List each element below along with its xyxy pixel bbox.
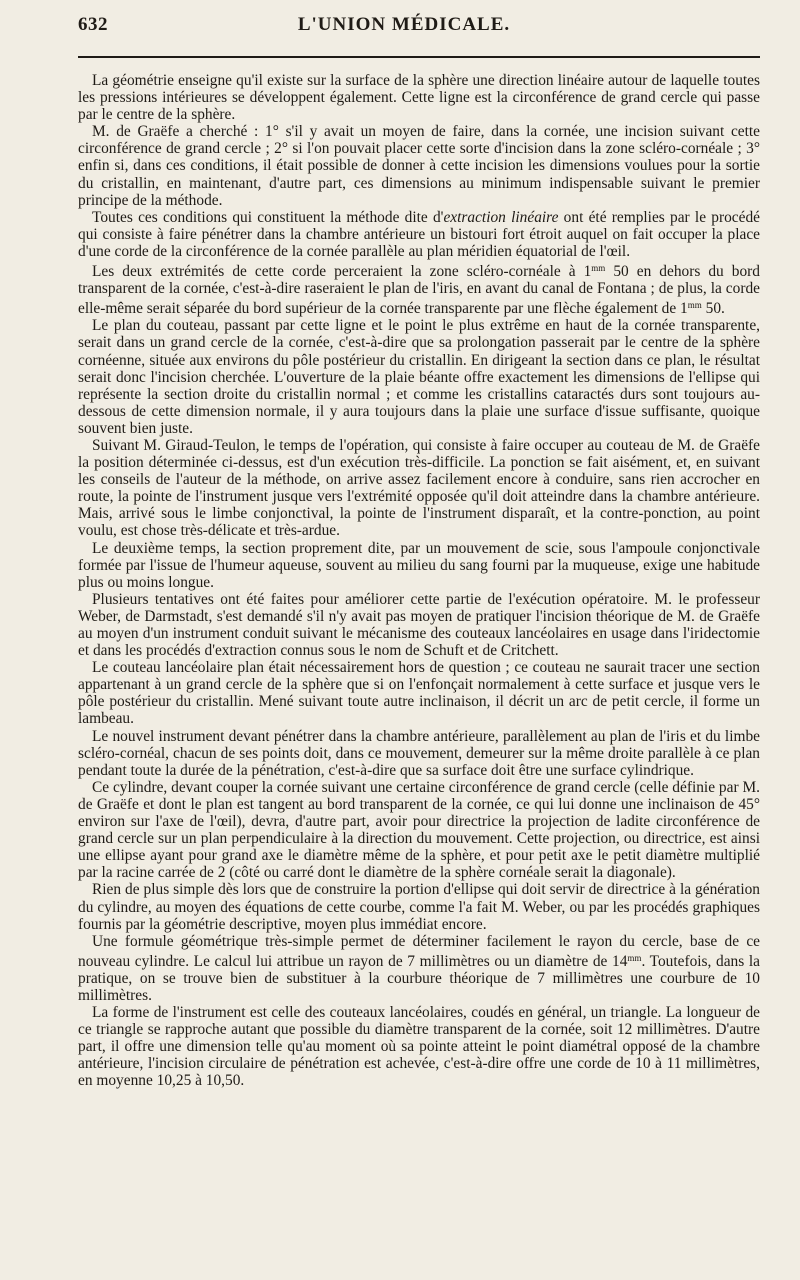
unit-superscript: mm	[627, 952, 642, 963]
unit-superscript: mm	[591, 263, 606, 274]
paragraph: Le deuxième temps, la section proprement dite, par un mouvement de scie, sous l'ampoule conjonctivale formée par l'issue de l'humeur aqueuse, souvent au milieu du sang fourni par la muqueuse, exige une habitude plus ou moins longue.	[78, 539, 760, 591]
paragraph: Toutes ces conditions qui constituent la méthode dite d'extraction linéaire ont été remplies par le procédé qui consiste à faire pénétrer dans la chambre antérieure un bistouri fort étroit auquel on fait occuper la place d'une corde de la circonférence de la cornée parallèle au plan méridien équatorial de l'œil.	[78, 208, 760, 260]
journal-title: L'UNION MÉDICALE.	[297, 14, 511, 35]
header-rule	[78, 56, 760, 58]
paragraph: Le plan du couteau, passant par cette ligne et le point le plus extrême en haut de la cornée transparente, serait dans un grand cercle de la cornée, c'est-à-dire que sa prolongation passerait par le centre de la sphère cornéenne, située aux environs du pôle postérieur du cristallin. En dirigeant la section dans ce plan, le résultat serait donc l'incision cherchée. L'ouverture de la plaie béante offre exactement les dimensions de l'ellipse qui représente la section droite du cristallin normal ; et comme les cristallins cataractés durs sont toujours au-dessous de cette dimension normale, il y aura toujours dans la plaie une surface d'issue suffisante, quoique souvent bien juste.	[78, 317, 760, 437]
running-head	[78, 14, 760, 48]
paragraph: Le nouvel instrument devant pénétrer dans la chambre antérieure, parallèlement au plan de l'iris et du limbe scléro-cornéal, chacun de ses points doit, dans ce mouvement, demeurer sur la même droite parallèle à ce plan pendant toute la durée de la pénétration, c'est-à-dire que sa surface doit être une surface cylindrique.	[78, 727, 760, 779]
paragraph: La géométrie enseigne qu'il existe sur la surface de la sphère une direction linéaire autour de laquelle toutes les pressions intérieures se développent également. Cette ligne est la circonférence de grand cercle qui passe par le centre de la sphère.	[78, 72, 760, 124]
unit-superscript: mm	[687, 300, 702, 311]
emphasis-term: extraction linéaire	[443, 208, 559, 226]
paragraph: Les deux extrémités de cette corde perceraient la zone scléro-cornéale à $1^{mm}$ 50 en dehors du bord transparent de la cornée, c'est-à-dire raseraient le plan de l'iris, en avant du canal de Fontana ; de plus, la corde elle-même serait séparée du bord supérieur de la cornée transparente par une flèche également de $1^{mm}$ 50.	[78, 263, 760, 318]
paragraph: Plusieurs tentatives ont été faites pour améliorer cette partie de l'exécution opératoire. M. le professeur Weber, de Darmstadt, s'est demandé s'il n'y avait pas moyen de pratiquer l'incision théorique de M. de Graëfe au moyen d'un instrument conduit suivant le mécanisme des couteaux lancéolaires en usage dans l'iridectomie et dans les procédés d'extraction connus sous le nom de Schuft et de Critchett.	[78, 590, 760, 660]
paragraph: Suivant M. Giraud-Teulon, le temps de l'opération, qui consiste à faire occuper au couteau de M. de Graëfe la position déterminée ci-dessus, est d'un exécution très-difficile. La ponction se fait aisément, et, en suivant les conseils de l'auteur de la méthode, on arrive assez facilement encore à conduire, sans rien accrocher en route, la pointe de l'instrument jusque vers l'extrémité opposée qu'il doit atteindre dans la chambre antérieure. Mais, arrivé sous le limbe conjonctival, la pointe de l'instrument disparaît, et la contre-ponction, au point voulu, est chose très-délicate et très-ardue.	[78, 436, 760, 540]
paragraph: M. de Graëfe a cherché : 1° s'il y avait un moyen de faire, dans la cornée, une incision suivant cette circonférence de grand cercle ; 2° si l'on pouvait placer cette sorte d'incision dans la zone scléro-cornéale ; 3° enfin si, dans ces conditions, il était possible de donner à cette incision les dimensions voulues pour la sortie du cristallin, en maintenant, d'autre part, ces dimensions au minimum indispensable suivant le premier principe de la méthode.	[78, 123, 760, 209]
article-body	[78, 72, 760, 1090]
paragraph: Une formule géométrique très-simple permet de déterminer facilement le rayon du cercle, base de ce nouveau cylindre. Le calcul lui attribue un rayon de 7 millimètres ou un diamètre de $14^{mm}$. Toutefois, dans la pratique, on se trouve bien de substituer à la courbure théorique de 7 millimètres une courbure de 10 millimètres.	[78, 932, 760, 1004]
paragraph: Ce cylindre, devant couper la cornée suivant une certaine circonférence de grand cercle (celle définie par M. de Graëfe et dont le plan est tangent au bord transparent de la cornée, ce qui lui donne une inclinaison de 45° environ sur l'axe de l'œil), devra, d'autre part, avoir pour directrice la projection de ladite circonférence de grand cercle sur un plan perpendiculaire à la direction du mouvement. Cette projection, ou directrice, est ainsi une ellipse ayant pour grand axe le diamètre même de la sphère, et pour petit axe le petit diamètre multiplié par la racine carrée de 2 (côté ou carré dont le diamètre de la sphère cornéale serait la diagonale).	[78, 778, 760, 882]
page-number: 632	[78, 14, 108, 35]
paragraph: Le couteau lancéolaire plan était nécessairement hors de question ; ce couteau ne saurait tracer une section appartenant à un grand cercle de la sphère que si on l'enfonçait normalement à cette surface et jusque vers le pôle postérieur du cristallin. Mené suivant toute autre inclinaison, il décrit un arc de petit cercle, il forme un lambeau.	[78, 659, 760, 728]
paragraph: La forme de l'instrument est celle des couteaux lancéolaires, coudés en général, un triangle. La longueur de ce triangle se rapproche autant que possible du diamètre transparent de la cornée, soit 12 millimètres. D'autre part, il offre une dimension telle qu'au moment où sa pointe atteint le point diamétral opposé de la chambre antérieure, l'incision circulaire de pénétration est achevée, c'est-à-dire offre une corde de 10 à 11 millimètres, en moyenne 10,25 à 10,50.	[78, 1004, 760, 1090]
paragraph: Rien de plus simple dès lors que de construire la portion d'ellipse qui doit servir de directrice à la génération du cylindre, au moyen des équations de cette courbe, comme l'a fait M. Weber, ou par les procédés graphiques fournis par la géométrie descriptive, moyen plus immédiat encore.	[78, 881, 760, 933]
